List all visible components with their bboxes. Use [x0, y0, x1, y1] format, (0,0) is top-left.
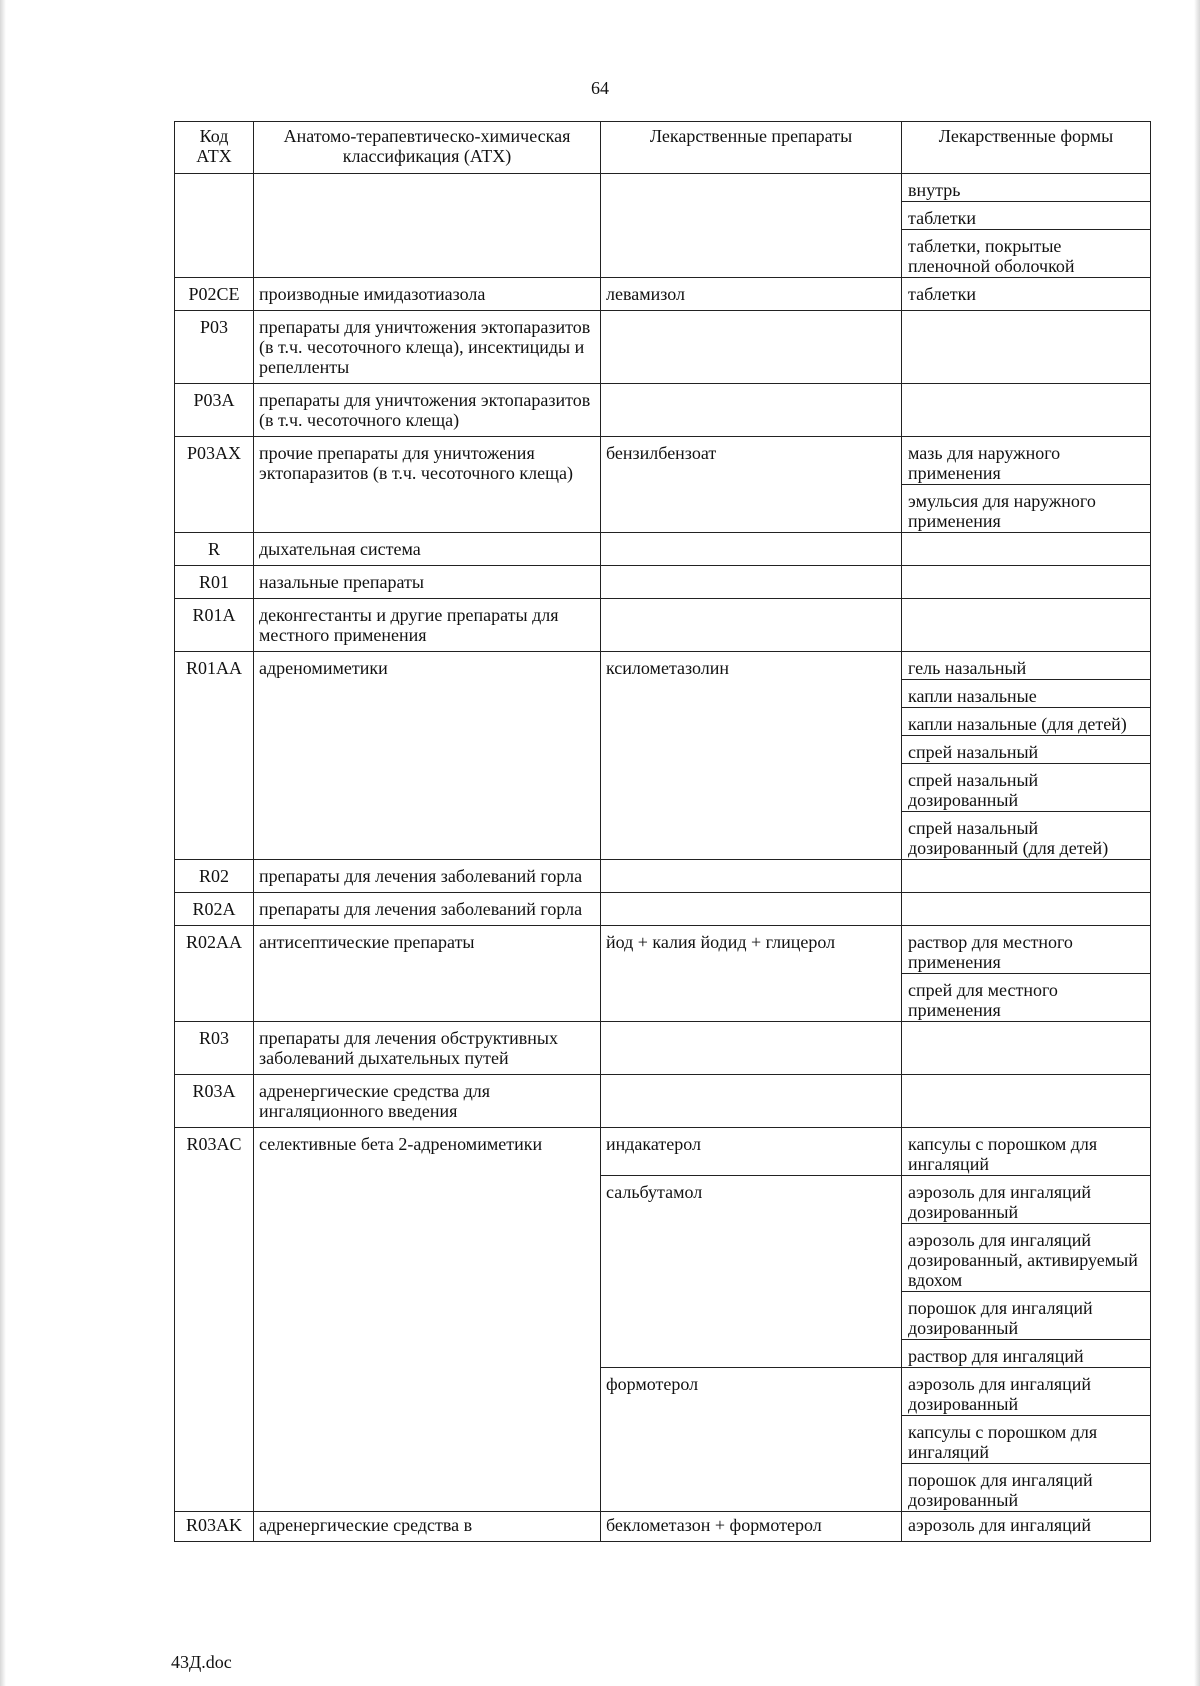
table-row [175, 566, 1151, 599]
form-item: гель назальный [908, 658, 1027, 678]
form-item: капли назальные (для детей) [902, 707, 1150, 735]
header-drugs: Лекарственные препараты [601, 122, 902, 174]
form-item: аэрозоль для ингаляций дозированный [908, 1182, 1092, 1222]
atc-name: дыхательная система [254, 533, 601, 566]
header-classification: Анатомо-терапевтическо-химическая классификация (АТХ) [254, 122, 601, 174]
table-row [175, 1075, 1151, 1128]
table-row [175, 860, 1151, 893]
form-item: таблетки, покрытые пленочной оболочкой [902, 229, 1150, 277]
header-forms: Лекарственные формы [902, 122, 1151, 174]
atc-code: P03A [175, 384, 254, 437]
table-row [175, 174, 1151, 278]
table-row [175, 533, 1151, 566]
atc-code: R01 [175, 566, 254, 599]
form-item: таблетки [902, 201, 1150, 229]
atc-code: R02A [175, 893, 254, 926]
table-row [175, 278, 1151, 311]
drug-name: йод + калия йодид + глицерол [601, 926, 902, 1022]
atc-name: адренергические средства для ингаляционного введения [254, 1075, 601, 1128]
atc-name: адренергические средства в [254, 1512, 601, 1542]
form-item: аэрозоль для ингаляций дозированный [908, 1374, 1092, 1414]
drug-name: беклометазон + формотерол [601, 1512, 902, 1542]
form-item: таблетки [908, 284, 977, 304]
header-row [175, 122, 1151, 174]
atc-name: антисептические препараты [254, 926, 601, 1022]
form-item: раствор для местного применения [908, 932, 1073, 972]
drug-name: ксилометазолин [601, 652, 902, 860]
form-item: раствор для ингаляций [902, 1339, 1150, 1367]
forms-cell [902, 926, 1151, 1022]
atc-name: препараты для уничтожения эктопаразитов (в т.ч. чесоточного клеща), инсектициды и репелленты [254, 311, 601, 384]
atc-code: P03 [175, 311, 254, 384]
table-row [175, 599, 1151, 652]
form-item: порошок для ингаляций дозированный [902, 1463, 1150, 1511]
drug-name: формотерол [601, 1368, 902, 1512]
form-item: аэрозоль для ингаляций [908, 1515, 1092, 1535]
forms-cell [902, 1128, 1151, 1176]
atc-name: селективные бета 2-адреномиметики [254, 1128, 601, 1512]
atc-name: препараты для лечения обструктивных заболеваний дыхательных путей [254, 1022, 601, 1075]
atc-code: P02CE [175, 278, 254, 311]
atc-table-container [174, 121, 1150, 1542]
form-item: спрей назальный дозированный [902, 763, 1150, 811]
table-row [175, 1512, 1151, 1542]
form-item: капсулы с порошком для ингаляций [902, 1415, 1150, 1463]
atc-name: прочие препараты для уничтожения эктопаразитов (в т.ч. чесоточного клеща) [254, 437, 601, 533]
forms-cell [902, 1176, 1151, 1368]
form-item: спрей назальный [902, 735, 1150, 763]
form-item: спрей назальный дозированный (для детей) [902, 811, 1150, 859]
forms-cell [902, 1512, 1151, 1542]
forms-cell [902, 278, 1151, 311]
atc-code: R [175, 533, 254, 566]
atc-name: назальные препараты [254, 566, 601, 599]
atc-table [174, 121, 1151, 1542]
form-item: внутрь [908, 180, 961, 200]
table-row [175, 926, 1151, 1022]
atc-code: R02 [175, 860, 254, 893]
scan-edge-right [1194, 0, 1200, 1686]
table-row [175, 652, 1151, 860]
document-filename: 43Д.doc [171, 1652, 232, 1672]
form-item: спрей для местного применения [902, 973, 1150, 1021]
atc-name: препараты для уничтожения эктопаразитов (в т.ч. чесоточного клеща) [254, 384, 601, 437]
atc-code: R03A [175, 1075, 254, 1128]
drug-name: левамизол [601, 278, 902, 311]
forms-cell [902, 652, 1151, 860]
atc-name: деконгестанты и другие препараты для местного применения [254, 599, 601, 652]
table-row [175, 893, 1151, 926]
table-row [175, 1022, 1151, 1075]
form-item: порошок для ингаляций дозированный [902, 1291, 1150, 1339]
atc-name: адреномиметики [254, 652, 601, 860]
forms-cell [902, 437, 1151, 533]
forms-cell [902, 174, 1151, 278]
table-row [175, 384, 1151, 437]
forms-cell [902, 1368, 1151, 1512]
table-row [175, 437, 1151, 533]
scan-edge-left [0, 0, 6, 1686]
form-item: капли назальные [902, 679, 1150, 707]
table-row [175, 311, 1151, 384]
atc-name: препараты для лечения заболеваний горла [254, 893, 601, 926]
page-number: 64 [591, 78, 609, 98]
atc-code: R03AK [175, 1512, 254, 1542]
atc-code: R01A [175, 599, 254, 652]
form-item: аэрозоль для ингаляций дозированный, активируемый вдохом [902, 1223, 1150, 1291]
drug-name: бензилбензоат [601, 437, 902, 533]
form-item: мазь для наружного применения [908, 443, 1061, 483]
form-item: капсулы с порошком для ингаляций [908, 1134, 1098, 1174]
atc-code: P03AX [175, 437, 254, 533]
form-item: эмульсия для наружного применения [902, 484, 1150, 532]
atc-code: R02AA [175, 926, 254, 1022]
atc-code: R03AC [175, 1128, 254, 1512]
drug-name: сальбутамол [601, 1176, 902, 1368]
atc-name: производные имидазотиазола [254, 278, 601, 311]
atc-name: препараты для лечения заболеваний горла [254, 860, 601, 893]
header-code: Код АТХ [175, 122, 254, 174]
atc-code: R03 [175, 1022, 254, 1075]
table-row [175, 1128, 1151, 1176]
drug-name: индакатерол [601, 1128, 902, 1176]
atc-code: R01AA [175, 652, 254, 860]
